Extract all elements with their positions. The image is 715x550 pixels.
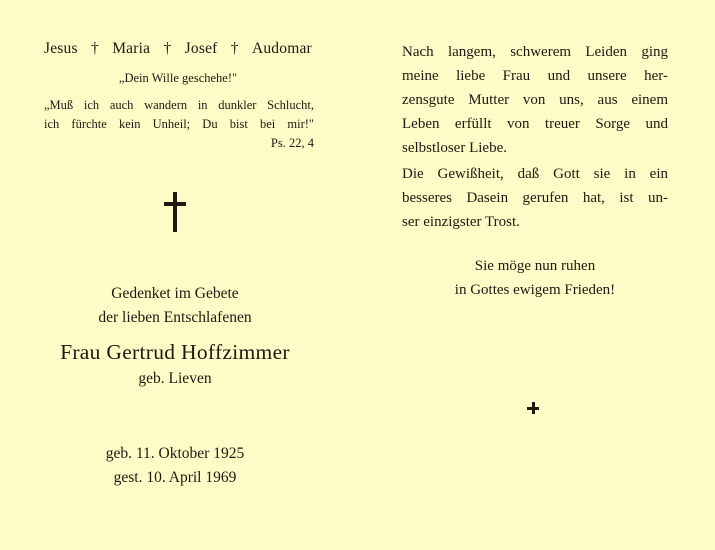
closing-blessing — [402, 254, 668, 302]
paragraph-consolation — [402, 162, 668, 234]
name-audomar: Audomar — [251, 40, 312, 57]
maiden-name: geb. Lieven — [138, 370, 212, 387]
paragraph-line: meine liebe Frau und unsere her- — [402, 68, 668, 84]
remembrance-text — [44, 282, 306, 330]
paragraph-line: Leben erfüllt von treuer Sorge und — [402, 116, 668, 132]
remember-line-1: Gedenket im Gebete — [111, 285, 239, 302]
name-maria: Maria — [112, 40, 151, 57]
paragraph-line: Nach langem, schwerem Leiden ging — [402, 44, 668, 60]
life-dates — [44, 442, 306, 490]
dagger-icon: † — [163, 40, 172, 57]
paragraph-farewell — [402, 40, 668, 160]
psalm-reference: Ps. 22, 4 — [270, 136, 314, 150]
death-date: gest. 10. April 1969 — [113, 469, 237, 486]
holy-names-line — [44, 40, 312, 58]
paragraph-line: ser einzigster Trost. — [402, 214, 520, 230]
deceased-name: Frau Gertrud Hoffzimmer — [60, 340, 290, 364]
closing-line-2: in Gottes ewigem Frieden! — [454, 282, 616, 298]
motto: „Dein Wille geschehe!" — [118, 71, 238, 85]
name-josef: Josef — [184, 40, 218, 57]
remember-line-2: der lieben Entschlafenen — [98, 309, 252, 326]
dagger-icon: † — [230, 40, 239, 57]
latin-cross-icon — [164, 192, 186, 232]
paragraph-line: selbstloser Liebe. — [402, 140, 507, 156]
birth-date: geb. 11. Oktober 1925 — [105, 445, 245, 462]
psalm-line-2: ich fürchte kein Unheil; Du bist bei mir!" — [44, 117, 314, 131]
dagger-icon: † — [90, 40, 99, 57]
closing-line-1: Sie möge nun ruhen — [474, 258, 596, 274]
paragraph-line: Die Gewißheit, daß Gott sie in ein — [402, 166, 668, 182]
paragraph-line: besseres Dasein gerufen hat, ist un- — [402, 190, 668, 206]
small-cross-icon — [527, 402, 539, 414]
psalm-line-1: „Muß ich auch wandern in dunkler Schlucht, — [44, 98, 314, 112]
paragraph-line: zensgute Mutter von uns, aus einem — [402, 92, 668, 108]
name-jesus: Jesus — [44, 40, 78, 57]
psalm-quote — [44, 96, 314, 153]
